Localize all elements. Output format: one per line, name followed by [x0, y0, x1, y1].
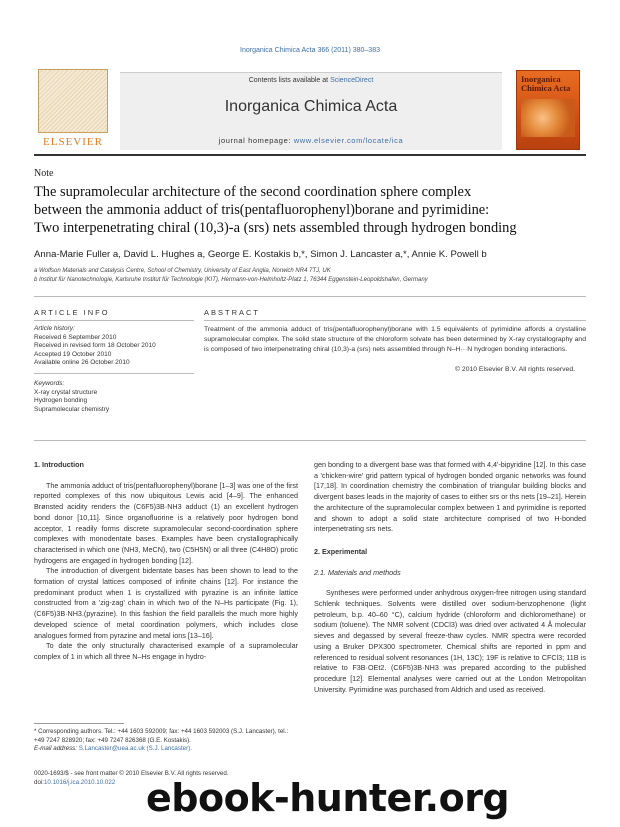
cover-title: Inorganica Chimica Acta	[521, 74, 571, 93]
contents-prefix: Contents lists available at	[248, 77, 329, 84]
history-item: Received in revised form 18 October 2010	[34, 342, 156, 350]
title-line: Two interpenetrating chiral (10,3)-a (srs) nets assembled through hydrogen bonding	[34, 220, 517, 236]
journal-cover	[516, 70, 580, 150]
history-item: Accepted 19 October 2010	[34, 350, 112, 358]
keywords-label: Keywords:	[34, 380, 65, 387]
right-column	[314, 460, 586, 695]
front-matter-line: 0020-1693/$ - see front matter © 2010 Elsevier B.V. All rights reserved.	[34, 770, 229, 777]
paragraph: The introduction of divergent bidentate bases has been shown to lead to the formation of crystal lattices composed of infinite chains [12]. For instance the predominant product when 1 is crystallized with pyrazine is an infinite lattice constructed from a 'zig-zag' chain in which two of the N–Hs participate (Fig. 1), (C6F5)3B·NH3.(pyrazine). In this fashion the field parallels the much more highly developed science of metal coordination polymers, which includes close analogues formed from pyrazine and metal ions [13–16].	[34, 566, 298, 640]
doi-prefix: doi:	[34, 778, 44, 786]
doi-link[interactable]: 10.1016/j.ica.2010.10.022	[43, 778, 116, 786]
history-item: Available online 26 October 2010	[34, 359, 130, 367]
elsevier-logo	[34, 69, 112, 151]
email-link[interactable]: S.Lancaster@uea.ac.uk (S.J. Lancaster).	[78, 745, 192, 753]
divider	[34, 320, 194, 321]
article-type: Note	[34, 168, 54, 179]
section-heading: 1. Introduction	[34, 460, 84, 469]
left-column	[34, 460, 298, 663]
journal-title: Inorganica Chimica Acta	[224, 98, 398, 115]
elsevier-tree-icon	[38, 69, 108, 133]
email-label: E-mail address:	[34, 745, 77, 753]
keywords	[34, 380, 194, 414]
article-history	[34, 325, 194, 368]
author-list: Anna-Marie Fuller a, David L. Hughes a, George E. Kostakis b,*, Simon J. Lancaster a,*, Annie K. Powell b	[34, 249, 487, 260]
article-info-heading: ARTICLE INFO	[34, 308, 110, 317]
keyword-item: Supramolecular chemistry	[34, 405, 110, 413]
homepage-prefix: journal homepage:	[218, 136, 292, 145]
history-item: Received 6 September 2010	[34, 333, 117, 341]
paragraph: gen bonding to a divergent base was that formed with 4,4'-bipyridine [12]. In this case a 'chicken-wire' grid pattern typical of hydrogen bonded organic networks was found [17,18]. In coordination chemistry the combination of triangular building blocks and divergent bases leads in the majority of cases to either srs or ths nets [19–21]. Herein the architecture of the supramolecular complex between 1 and pyrimidine is reported and shown to adopt a solid state architecture comprised of two H-bonded interpenetrating srs nets.	[314, 460, 586, 534]
spacer	[314, 535, 586, 547]
title-line: The supramolecular architecture of the second coordination sphere complex	[34, 184, 472, 200]
journal-header	[120, 72, 502, 150]
cover-art	[521, 99, 575, 137]
title-line: between the ammonia adduct of tris(pentafluorophenyl)borane and pyrimidine:	[34, 202, 490, 218]
footnote-divider	[34, 723, 124, 724]
corresponding-note: * Corresponding authors. Tel.: +44 1603 592009; fax: +44 1603 592003 (S.J. Lancaster), tel.: +49 7247 828920; fax: +49 7247 826368 (G.E. Kostakis).	[34, 728, 289, 744]
watermark: ebook-hunter.org	[146, 776, 510, 820]
section-heading: 2. Experimental	[314, 546, 368, 556]
abstract-text: Treatment of the ammonia adduct of tris(pentafluorophenyl)borane with 1.5 equivalents of pyrimidine affords a crystalline supramolecular complex. The solid state structure of the chloroform solvate has been determined by X-ray crystallography and is composed of two interpenetrating chiral (10,3)-a (srs) nets assembled through N–H···N hydrogen bonding interactions.	[204, 326, 586, 354]
header-divider	[34, 154, 586, 156]
affiliation-b: b Institut für Nanotechnologie, Karlsruhe Institut für Technologie (KIT), Hermann-von-Helmholtz-Platz 1, 76344 Eggenstein-Leopoldshafen, Germany	[34, 277, 428, 283]
journal-homepage	[120, 136, 502, 145]
affiliation-a: a Wolfson Materials and Catalysis Centre, School of Chemistry, University of East Anglia, Norwich NR4 7TJ, UK	[34, 268, 331, 274]
sciencedirect-link[interactable]: ScienceDirect	[330, 77, 374, 84]
journal-citation[interactable]: Inorganica Chimica Acta 366 (2011) 380–383	[240, 47, 380, 54]
abstract-heading: ABSTRACT	[204, 308, 261, 317]
copyright: © 2010 Elsevier B.V. All rights reserved.	[455, 366, 575, 373]
homepage-link[interactable]: www.elsevier.com/locate/ica	[293, 136, 404, 145]
divider	[34, 440, 586, 441]
email-line	[34, 745, 298, 754]
subsection-heading: 2.1. Materials and methods	[314, 567, 401, 577]
article-title	[34, 183, 594, 237]
divider	[204, 320, 586, 321]
footnote	[34, 728, 298, 754]
paragraph: The ammonia adduct of tris(pentafluorophenyl)borane [1–3] was one of the first reported complexes of this now ubiquitous Lewis acid [4–9]. The enhanced Brønsted acidity renders the (C6F5)3B·NH3 adduct (1) an excellent hydrogen bond donor [10,11]. Since organofluorine is a relatively poor hydrogen bond acceptor, 1 readily forms discrete supramolecular second-coordination sphere complexes with monodentate bases. Examples have been crystallographically characterised in which one (NH3, MeCN), two (C5H5N) or all three (C4H8O) protic hydrogens are engaged in hydrogen bonding [12].	[34, 480, 298, 565]
keyword-item: Hydrogen bonding	[34, 397, 88, 405]
paragraph: To date the only structurally characterised example of a supramolecular complex of 1 in which all three N–Hs engage in hydro-	[34, 641, 298, 661]
history-label: Article history:	[34, 325, 75, 332]
publisher-logo-text: ELSEVIER	[43, 136, 103, 148]
divider	[34, 373, 194, 374]
paragraph: Syntheses were performed under anhydrous oxygen-free nitrogen using standard Schlenk techniques. Solvents were distilled over sodium-benzophenone (light petroleum, b.p. 40–60 °C), calcium hydride (chloroform and dichloromethane) or sodium (toluene). The NMR solvent (CDCl3) was dried over activated 4 Å molecular sieves and degassed by several freeze-thaw cycles. NMR spectra were recorded using a Bruker DPX300 spectrometer. Chemical shifts are reported in ppm and referenced to residual solvent resonances (1H, 13C); 19F is relative to CFCl3; 11B is relative to F3B·OEt2. (C6F5)3B·NH3 was prepared according to the published procedure [12]. Elemental analyses were carried out at the London Metropolitan University. Pyrimidine was purchased from Aldrich and used as received.	[314, 588, 586, 694]
divider	[34, 296, 586, 297]
keyword-item: X-ray crystal structure	[34, 388, 98, 396]
contents-line	[120, 77, 502, 84]
